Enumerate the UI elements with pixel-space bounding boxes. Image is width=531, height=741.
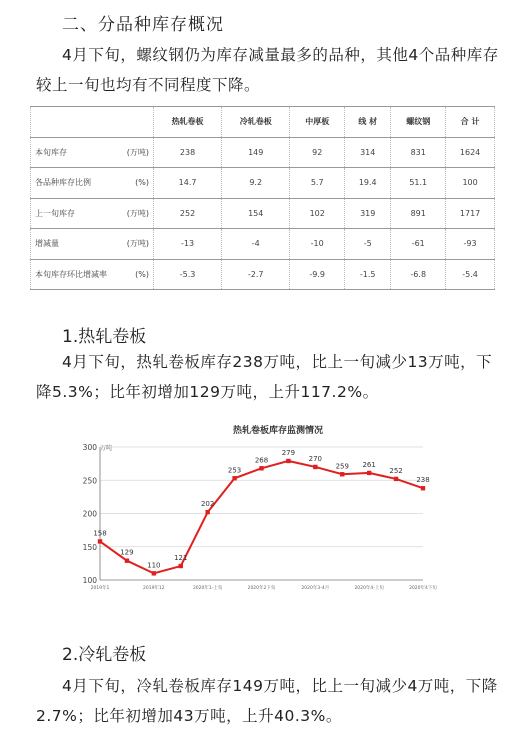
table-header-row xyxy=(31,107,495,138)
data-point xyxy=(367,471,371,475)
data-point xyxy=(340,472,344,476)
data-point xyxy=(313,465,317,469)
table-header: 中厚板 xyxy=(290,107,345,138)
table-cell: 238 xyxy=(154,137,222,168)
table-row xyxy=(31,137,495,168)
y-axis-ticks xyxy=(83,443,98,585)
data-point xyxy=(152,571,156,575)
y-tick-label: 250 xyxy=(82,476,97,486)
data-label: 129 xyxy=(120,548,134,557)
table-cell: 314 xyxy=(345,137,391,168)
x-tick-label: 2020年3-4月 xyxy=(301,586,330,591)
y-tick-label: 150 xyxy=(82,542,97,552)
row-unit: (%) xyxy=(117,259,154,290)
chart-series xyxy=(93,449,429,576)
data-point xyxy=(259,466,263,470)
data-label: 253 xyxy=(227,466,242,475)
table-cell: 154 xyxy=(222,198,290,229)
table-header: 螺纹钢 xyxy=(391,107,446,138)
series-line xyxy=(100,461,423,573)
table-cell: -61 xyxy=(391,229,446,260)
table-cell: 19.4 xyxy=(345,168,391,199)
table-cell: 252 xyxy=(154,198,222,229)
table-cell: -93 xyxy=(446,229,495,260)
table-cell: -13 xyxy=(154,229,222,260)
row-label: 本旬库存 xyxy=(31,137,118,168)
hot-rolled-inventory-chart xyxy=(78,420,440,598)
table-cell: -4 xyxy=(222,229,290,260)
table-cell: 149 xyxy=(222,137,290,168)
cold-rolled-paragraph: 4月下旬，冷轧卷板库存149万吨，比上一旬减少4万吨，下降2.7%；比年初增加43万吨，上升40.3%。 xyxy=(36,677,498,725)
table-cell: -6.8 xyxy=(391,259,446,290)
table-cell: -5 xyxy=(345,229,391,260)
table-row xyxy=(31,168,495,199)
table-header: 冷轧卷板 xyxy=(222,107,290,138)
table-cell: 1624 xyxy=(446,137,495,168)
table-header: 热轧卷板 xyxy=(154,107,222,138)
data-label: 110 xyxy=(147,561,161,570)
data-point xyxy=(125,559,129,563)
table-cell: -10 xyxy=(290,229,345,260)
x-tick-label: 2019年12 xyxy=(142,586,165,591)
data-label: 279 xyxy=(281,448,296,457)
x-tick-label: 2020年1-上旬 xyxy=(192,586,223,591)
hot-rolled-heading: 1.热轧卷板 xyxy=(62,327,147,347)
data-point xyxy=(179,564,183,568)
table-cell: 14.7 xyxy=(154,168,222,199)
row-label: 上一旬库存 xyxy=(31,198,118,229)
x-tick-label: 2020年4下旬 xyxy=(409,586,437,591)
data-label: 261 xyxy=(362,460,376,469)
table-row xyxy=(31,229,495,260)
row-unit: (万吨) xyxy=(117,137,154,168)
table-row xyxy=(31,198,495,229)
table-cell: 1717 xyxy=(446,198,495,229)
y-tick-label: 200 xyxy=(82,509,97,519)
inventory-table xyxy=(30,106,495,290)
table-cell: 319 xyxy=(345,198,391,229)
data-point xyxy=(232,476,236,480)
intro-paragraph: 4月下旬，螺纹钢仍为库存减量最多的品种，其他4个品种库存较上一旬也均有不同程度下降。 xyxy=(36,46,499,94)
row-unit: (%) xyxy=(117,168,154,199)
cold-rolled-heading: 2.冷轧卷板 xyxy=(62,645,147,665)
table-cell: 831 xyxy=(391,137,446,168)
table-cell: 92 xyxy=(290,137,345,168)
y-axis-unit: 万吨 xyxy=(100,445,113,452)
row-label: 增减量 xyxy=(31,229,118,260)
data-label: 238 xyxy=(416,476,430,485)
row-label: 各品种库存比例 xyxy=(31,168,118,199)
table-cell: -1.5 xyxy=(345,259,391,290)
table-header: 合 计 xyxy=(446,107,495,138)
table-header: 线 材 xyxy=(345,107,391,138)
table-cell: -2.7 xyxy=(222,259,290,290)
data-label: 121 xyxy=(174,554,188,563)
x-tick-label: 2020年2下旬 xyxy=(247,586,276,591)
table-corner-cell xyxy=(31,107,154,138)
table-cell: -5.3 xyxy=(154,259,222,290)
data-label: 202 xyxy=(200,500,215,509)
hot-rolled-paragraph: 4月下旬，热轧卷板库存238万吨，比上一旬减少13万吨，下降5.3%；比年初增加129万吨，上升117.2%。 xyxy=(36,353,493,401)
section-title: 二、分品种库存概况 xyxy=(62,15,224,35)
row-unit: (万吨) xyxy=(117,198,154,229)
x-tick-label: 2020年4-上旬 xyxy=(354,586,384,591)
data-point xyxy=(286,459,290,463)
data-point xyxy=(98,539,102,543)
row-label: 本旬库存环比增减率 xyxy=(31,259,118,290)
chart-title: 热轧卷板库存监测情况 xyxy=(232,426,324,436)
data-point xyxy=(421,486,425,490)
data-label: 259 xyxy=(335,462,349,471)
table-row xyxy=(31,259,495,290)
table-cell: 51.1 xyxy=(391,168,446,199)
table-cell: 9.2 xyxy=(222,168,290,199)
table-cell: -9.9 xyxy=(290,259,345,290)
data-point xyxy=(205,510,209,514)
y-tick-label: 300 xyxy=(82,443,97,452)
table-cell: 100 xyxy=(446,168,495,199)
table-cell: 5.7 xyxy=(290,168,345,199)
y-tick-label: 100 xyxy=(82,576,97,585)
x-axis-ticks xyxy=(91,584,438,591)
data-label: 270 xyxy=(308,454,323,463)
data-point xyxy=(394,477,398,481)
table-cell: -5.4 xyxy=(446,259,495,290)
table-cell: 891 xyxy=(391,198,446,229)
table-cell: 102 xyxy=(290,198,345,229)
data-label: 252 xyxy=(389,466,403,475)
row-unit: (万吨) xyxy=(117,229,154,260)
data-label: 268 xyxy=(254,456,269,465)
data-label: 158 xyxy=(93,529,107,538)
x-tick-label: 2019年1 xyxy=(90,586,110,591)
